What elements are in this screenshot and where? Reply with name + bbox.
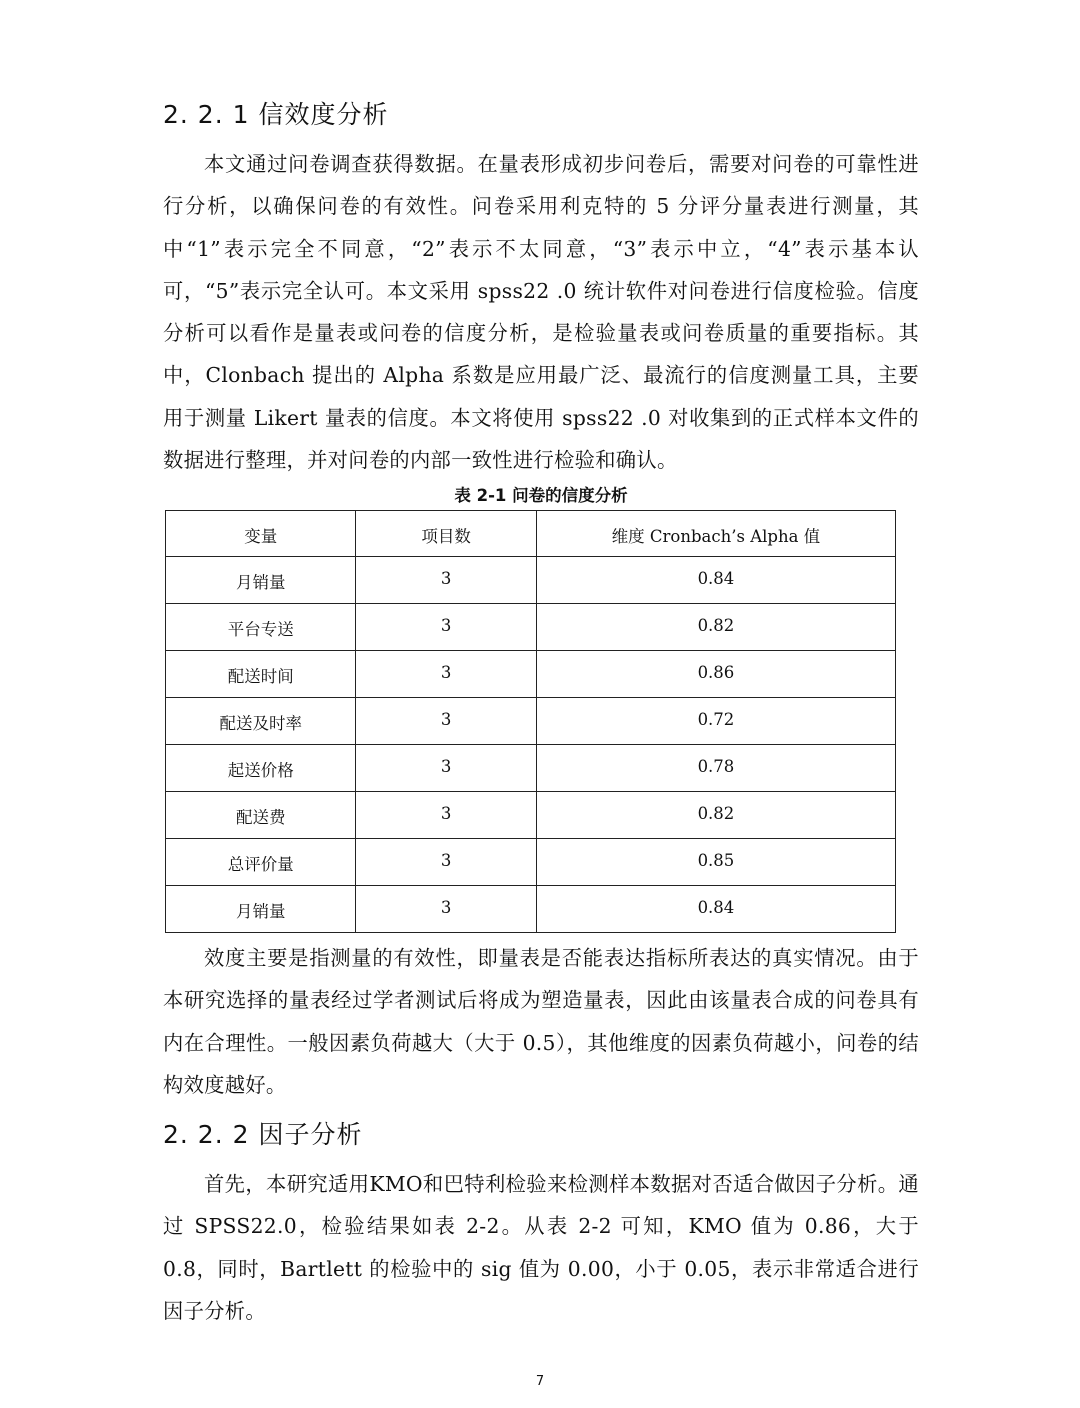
table-caption: 表 2-1 问卷的信度分析 [454, 486, 628, 505]
section-heading-factor-analysis: 2. 2. 2 因子分析 [163, 1120, 363, 1149]
cell-variable: 起送价格 [166, 745, 356, 792]
page-number: 7 [535, 1374, 545, 1389]
cell-alpha: 0.82 [536, 604, 895, 651]
cell-alpha: 0.78 [536, 745, 895, 792]
reliability-table [165, 510, 896, 933]
validity-paragraph: 效度主要是指测量的有效性，即量表是否能表达指标所表达的真实情况。由于本研究选择的量表经过学者测试后将成为塑造量表，因此由该量表合成的问卷具有内在合理性。一般因素负荷越大（大于 0.5），其他维度的因素负荷越小，问卷的结构效度越好。 [163, 946, 919, 1097]
cell-alpha: 0.82 [536, 792, 895, 839]
cell-alpha: 0.85 [536, 839, 895, 886]
cell-variable: 配送费 [166, 792, 356, 839]
header-item-count: 项目数 [356, 511, 536, 557]
cell-variable: 平台专送 [166, 604, 356, 651]
cell-item-count: 3 [356, 886, 536, 933]
cell-item-count: 3 [356, 651, 536, 698]
cell-alpha: 0.84 [536, 557, 895, 604]
cell-variable: 配送及时率 [166, 698, 356, 745]
table-row [166, 698, 896, 745]
cell-variable: 配送时间 [166, 651, 356, 698]
table-row [166, 792, 896, 839]
cell-item-count: 3 [356, 745, 536, 792]
cell-item-count: 3 [356, 792, 536, 839]
table-row [166, 886, 896, 933]
cell-variable: 总评价量 [166, 839, 356, 886]
section-heading-reliability: 2. 2. 1 信效度分析 [163, 100, 389, 129]
cell-alpha: 0.72 [536, 698, 895, 745]
cell-variable: 月销量 [166, 557, 356, 604]
cell-alpha: 0.86 [536, 651, 895, 698]
table-row [166, 745, 896, 792]
cell-item-count: 3 [356, 604, 536, 651]
table-row [166, 839, 896, 886]
cell-variable: 月销量 [166, 886, 356, 933]
factor-analysis-paragraph: 首先，本研究适用KMO和巴特利检验来检测样本数据对否适合做因子分析。通过 SPSS22.0，检验结果如表 2-2。从表 2-2 可知，KMO 值为 0.86，大于 0.8，同时，Bartlett 的检验中的 sig 值为 0.00，小于 0.05，表示非常适合进行因子分析。 [163, 1172, 919, 1323]
table-header-row [166, 511, 896, 557]
reliability-paragraph: 本文通过问卷调查获得数据。在量表形成初步问卷后，需要对问卷的可靠性进行分析，以确保问卷的有效性。问卷采用利克特的 5 分评分量表进行测量，其中“1”表示完全不同意，“2”表示不太同意，“3”表示中立，“4”表示基本认可，“5”表示完全认可。本文采用 spss22 .0 统计软件对问卷进行信度检验。信度分析可以看作是量表或问卷的信度分析，是检验量表或问卷质量的重要指标。其中，Clonbach 提出的 Alpha 系数是应用最广泛、最流行的信度测量工具，主要用于测量 Likert 量表的信度。本文将使用 spss22 .0 对收集到的正式样本文件的数据进行整理，并对问卷的内部一致性进行检验和确认。 [163, 152, 919, 473]
cell-item-count: 3 [356, 557, 536, 604]
table-row [166, 557, 896, 604]
cell-item-count: 3 [356, 839, 536, 886]
header-variable: 变量 [166, 511, 356, 557]
table-row [166, 604, 896, 651]
cell-alpha: 0.84 [536, 886, 895, 933]
table-row [166, 651, 896, 698]
cell-item-count: 3 [356, 698, 536, 745]
header-alpha: 维度 Cronbach’s Alpha 值 [536, 511, 895, 557]
